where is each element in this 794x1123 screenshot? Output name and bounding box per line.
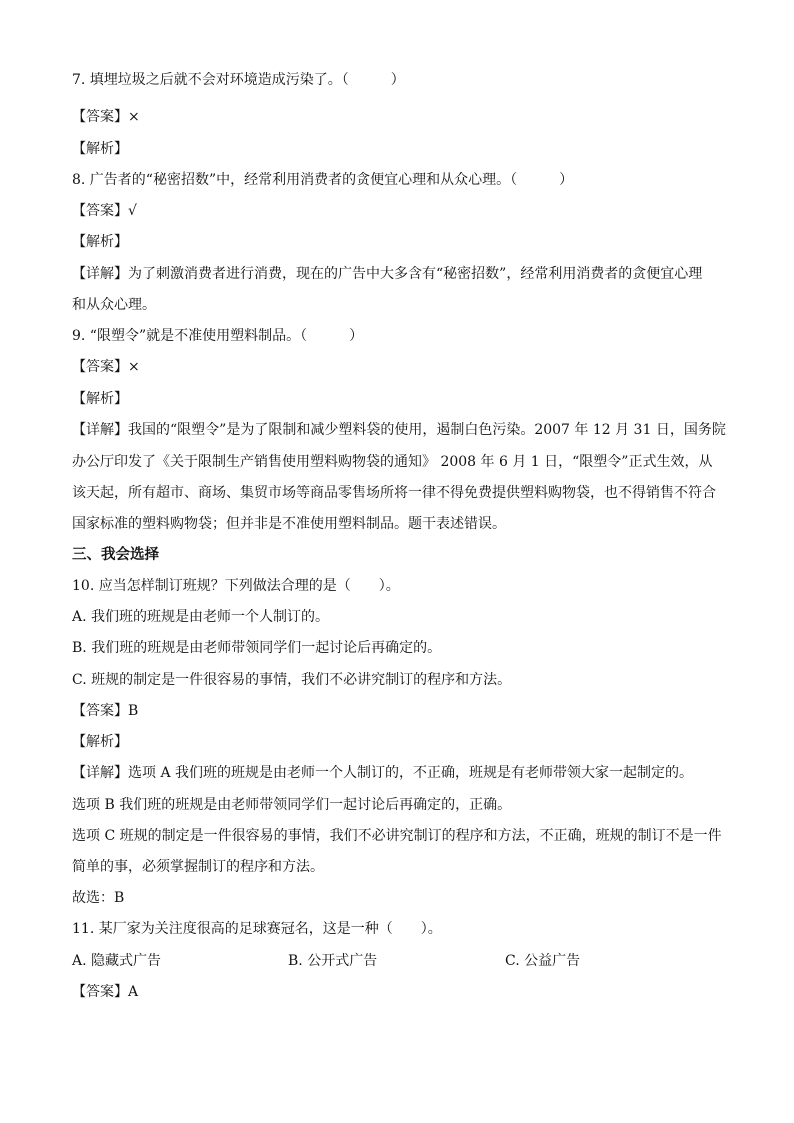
detail-9-line-3: 该天起，所有超市、商场、集贸市场等商品零售场所将一律不得免费提供塑料购物袋，也不得销售不符合 bbox=[72, 485, 716, 501]
detail-9-line-4: 国家标准的塑料购物袋；但并非是不准使用塑料制品。题干表述错误。 bbox=[72, 516, 506, 532]
question-8: 8. 广告者的“秘密招数”中，经常利用消费者的贪便宜心理和从众心理。（ ） bbox=[72, 172, 574, 188]
question-10: 10. 应当怎样制订班规？下列做法合理的是（ ）。 bbox=[72, 578, 400, 594]
answer-value: A bbox=[128, 984, 139, 1000]
analysis-label-9: 【解析】 bbox=[72, 391, 128, 407]
question-11: 11. 某厂家为关注度很高的足球赛冠名，这是一种（ ）。 bbox=[72, 921, 442, 937]
question-7: 7. 填埋垃圾之后就不会对环境造成污染了。（ ） bbox=[72, 72, 405, 88]
detail-8-line-2: 和从众心理。 bbox=[72, 297, 156, 313]
detail-label: 【详解】 bbox=[72, 266, 128, 282]
detail-10-line-4: 简单的事，必须掌握制订的程序和方法。 bbox=[72, 859, 324, 875]
detail-8-line-1 bbox=[72, 264, 727, 284]
analysis-label-8: 【解析】 bbox=[72, 234, 128, 250]
answer-10 bbox=[72, 701, 727, 721]
option-10-b: B. 我们班的班规是由老师带领同学们一起讨论后再确定的。 bbox=[72, 640, 442, 656]
answer-label: 【答案】 bbox=[72, 203, 128, 219]
answer-9 bbox=[72, 357, 727, 377]
detail-10-line-1 bbox=[72, 763, 727, 783]
analysis-label-10: 【解析】 bbox=[72, 734, 128, 750]
analysis-label-7: 【解析】 bbox=[72, 141, 128, 157]
detail-9-line-2: 办公厅印发了《关于限制生产销售使用塑料购物袋的通知》 2008 年 6 月 1 日，“限塑令”正式生效，从 bbox=[72, 454, 713, 470]
option-10-c: C. 班规的制定是一件很容易的事情，我们不必讲究制订的程序和方法。 bbox=[72, 672, 512, 688]
detail-text: 我国的“限塑令”是为了限制和减少塑料袋的使用，遏制白色污染。2007 年 12 月 31 日，国务院 bbox=[128, 422, 726, 438]
detail-9-line-1 bbox=[72, 420, 727, 440]
answer-label: 【答案】 bbox=[72, 984, 128, 1000]
detail-10-line-5: 故选：B bbox=[72, 890, 125, 906]
option-10-a: A. 我们班的班规是由老师一个人制订的。 bbox=[72, 609, 330, 625]
question-9: 9. “限塑令”就是不准使用塑料制品。（ ） bbox=[72, 328, 364, 344]
option-11-b: B. 公开式广告 bbox=[288, 953, 378, 969]
detail-text: 为了刺激消费者进行消费，现在的广告中大多含有“秘密招数”，经常利用消费者的贪便宜心理 bbox=[128, 266, 703, 282]
section-title: 三、我会选择 bbox=[72, 546, 159, 563]
answer-value: B bbox=[128, 703, 139, 719]
detail-text: 选项 A 我们班的班规是由老师一个人制订的，不正确，班规是有老师带领大家一起制定的。 bbox=[128, 765, 694, 781]
detail-label: 【详解】 bbox=[72, 765, 128, 781]
answer-11 bbox=[72, 982, 727, 1002]
answer-label: 【答案】 bbox=[72, 359, 128, 375]
detail-10-line-3: 选项 C 班规的制定是一件很容易的事情，我们不必讲究制订的程序和方法，不正确，班规的制订不是一件 bbox=[72, 828, 722, 844]
detail-10-line-2: 选项 B 我们班的班规是由老师带领同学们一起讨论后再确定的，正确。 bbox=[72, 797, 512, 813]
answer-label: 【答案】 bbox=[72, 703, 128, 719]
answer-7 bbox=[72, 107, 727, 127]
answer-value: √ bbox=[128, 203, 137, 219]
detail-label: 【详解】 bbox=[72, 422, 128, 438]
answer-value: × bbox=[128, 359, 140, 375]
answer-label: 【答案】 bbox=[72, 109, 128, 125]
answer-value: × bbox=[128, 109, 140, 125]
option-11-c: C. 公益广告 bbox=[505, 953, 581, 969]
answer-8 bbox=[72, 201, 727, 221]
option-11-a: A. 隐藏式广告 bbox=[72, 953, 162, 969]
